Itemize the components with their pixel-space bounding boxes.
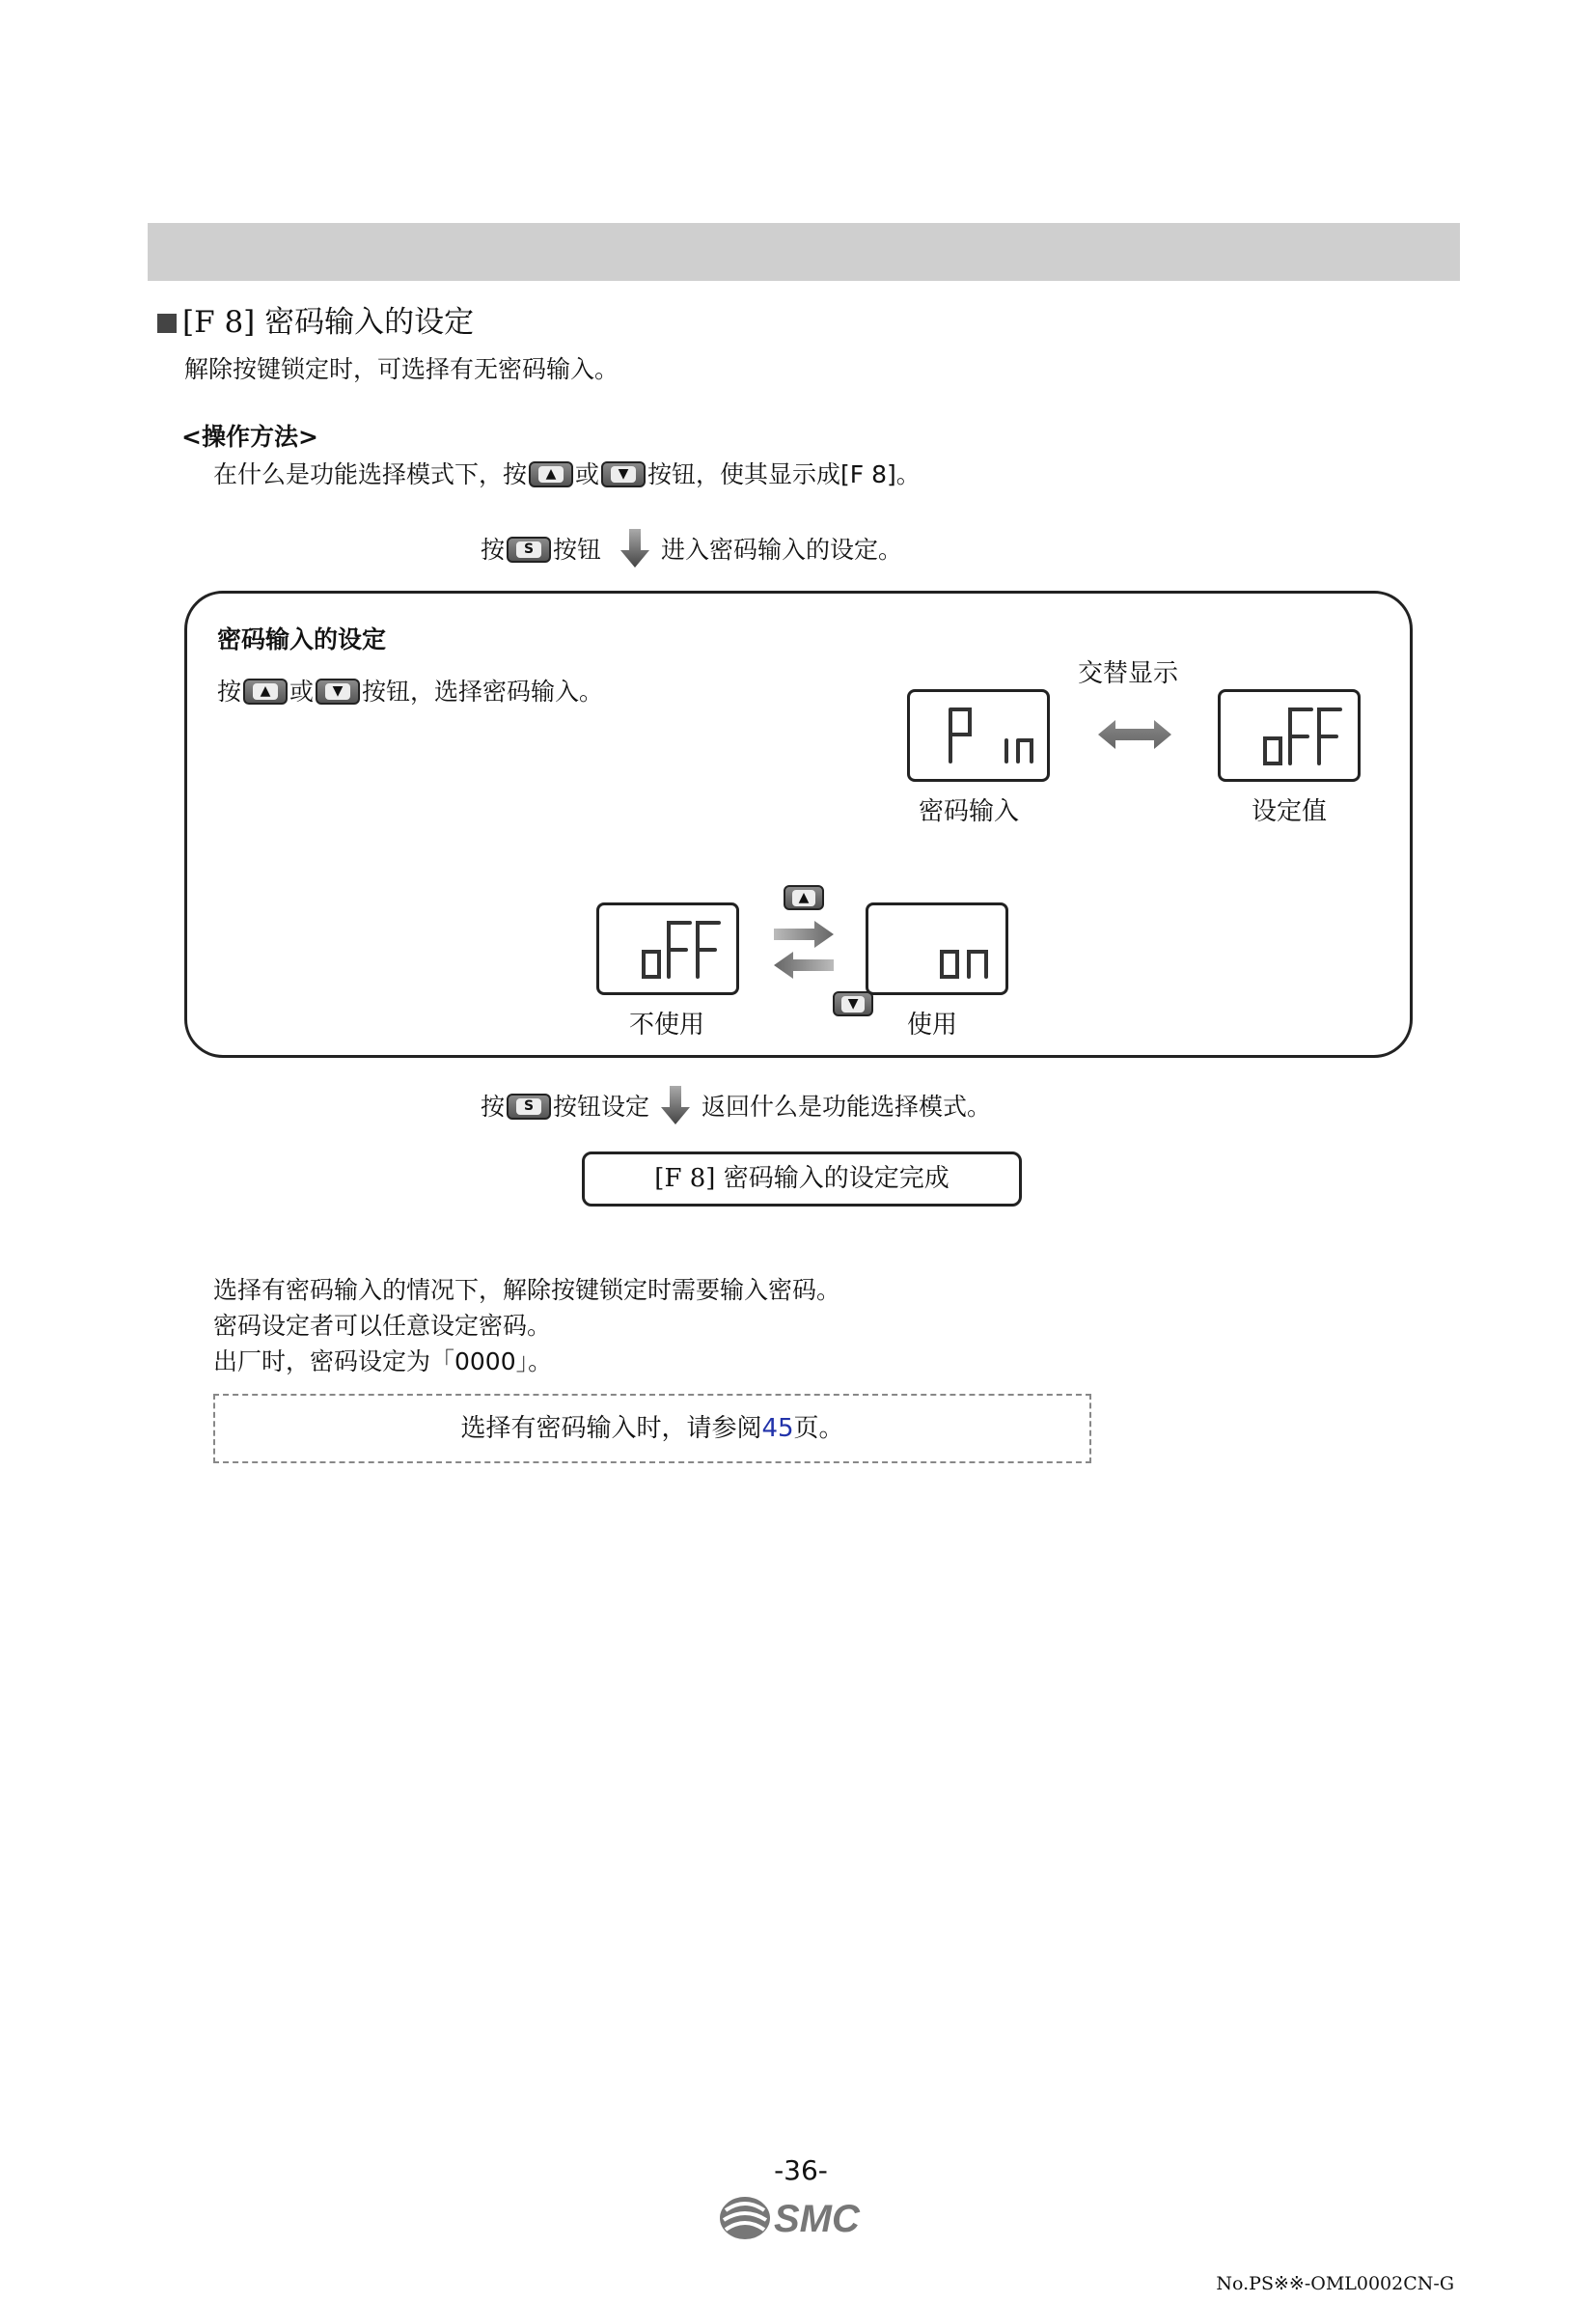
note-line-3: 出厂时，密码设定为「0000」。 bbox=[213, 1347, 553, 1375]
up-key-icon: ▲ bbox=[529, 461, 573, 487]
lcd-off-glyphs bbox=[1221, 692, 1358, 779]
reference-note-box: 选择有密码输入时，请参阅45页。 bbox=[213, 1394, 1091, 1463]
down-key-icon: ▼ bbox=[601, 461, 646, 487]
label-use: 使用 bbox=[907, 1011, 958, 1040]
square-bullet-icon bbox=[157, 314, 177, 333]
lcd-display-pin bbox=[907, 689, 1050, 782]
alternate-display-label: 交替显示 bbox=[1078, 659, 1179, 688]
lcd-off-glyphs bbox=[599, 905, 736, 992]
operation-heading: <操作方法> bbox=[181, 423, 318, 451]
frame-title: 密码输入的设定 bbox=[217, 625, 387, 653]
page-reference-link[interactable]: 45 bbox=[761, 1414, 794, 1443]
down-arrow-icon bbox=[661, 1086, 690, 1124]
page-number: -36- bbox=[774, 2154, 828, 2186]
label-setting-value: 设定值 bbox=[1252, 797, 1328, 826]
toggle-arrows-icon bbox=[772, 921, 836, 979]
section-header-bar bbox=[148, 223, 1460, 281]
password-setting-frame bbox=[184, 591, 1413, 1058]
section-intro: 解除按键锁定时，可选择有无密码输入。 bbox=[184, 355, 619, 383]
svg-text:P in: P in bbox=[910, 692, 912, 693]
operation-line: 在什么是功能选择模式下，按 ▲ 或 ▼ 按钮，使其显示成[F 8]。 bbox=[213, 460, 921, 488]
step1-line: 按 S 按钮 进入密码输入的设定。 bbox=[481, 529, 902, 568]
up-key-icon: ▲ bbox=[784, 885, 824, 910]
label-not-use: 不使用 bbox=[629, 1011, 705, 1040]
lcd-display-on bbox=[866, 902, 1008, 995]
s-key-icon: S bbox=[507, 1094, 551, 1120]
lcd-display-off-value bbox=[1218, 689, 1361, 782]
lcd-on-glyphs bbox=[868, 905, 1005, 992]
document-number: No.PS※※-OML0002CN-G bbox=[1216, 2273, 1454, 2294]
step2-line: 按 S 按钮设定 返回什么是功能选择模式。 bbox=[481, 1086, 991, 1124]
frame-instruction: 按 ▲ 或 ▼ 按钮，选择密码输入。 bbox=[217, 678, 604, 706]
up-key-icon: ▲ bbox=[243, 679, 288, 705]
svg-text:SMC: SMC bbox=[774, 2198, 860, 2240]
down-key-icon: ▼ bbox=[833, 991, 873, 1016]
completion-box: [F 8] 密码输入的设定完成 bbox=[582, 1152, 1022, 1207]
section-title: [F 8] 密码输入的设定 bbox=[157, 297, 474, 341]
alternate-arrow-icon bbox=[1098, 718, 1171, 751]
smc-logo-icon bbox=[716, 2189, 890, 2247]
s-key-icon: S bbox=[507, 537, 551, 563]
down-arrow-icon bbox=[620, 529, 649, 568]
lcd-display-off bbox=[596, 902, 739, 995]
note-line-1: 选择有密码输入的情况下，解除按键锁定时需要输入密码。 bbox=[213, 1276, 841, 1304]
lcd-pin-glyphs bbox=[910, 692, 1047, 779]
label-password-input: 密码输入 bbox=[919, 797, 1020, 826]
note-line-2: 密码设定者可以任意设定密码。 bbox=[213, 1312, 552, 1340]
down-key-icon: ▼ bbox=[316, 679, 360, 705]
